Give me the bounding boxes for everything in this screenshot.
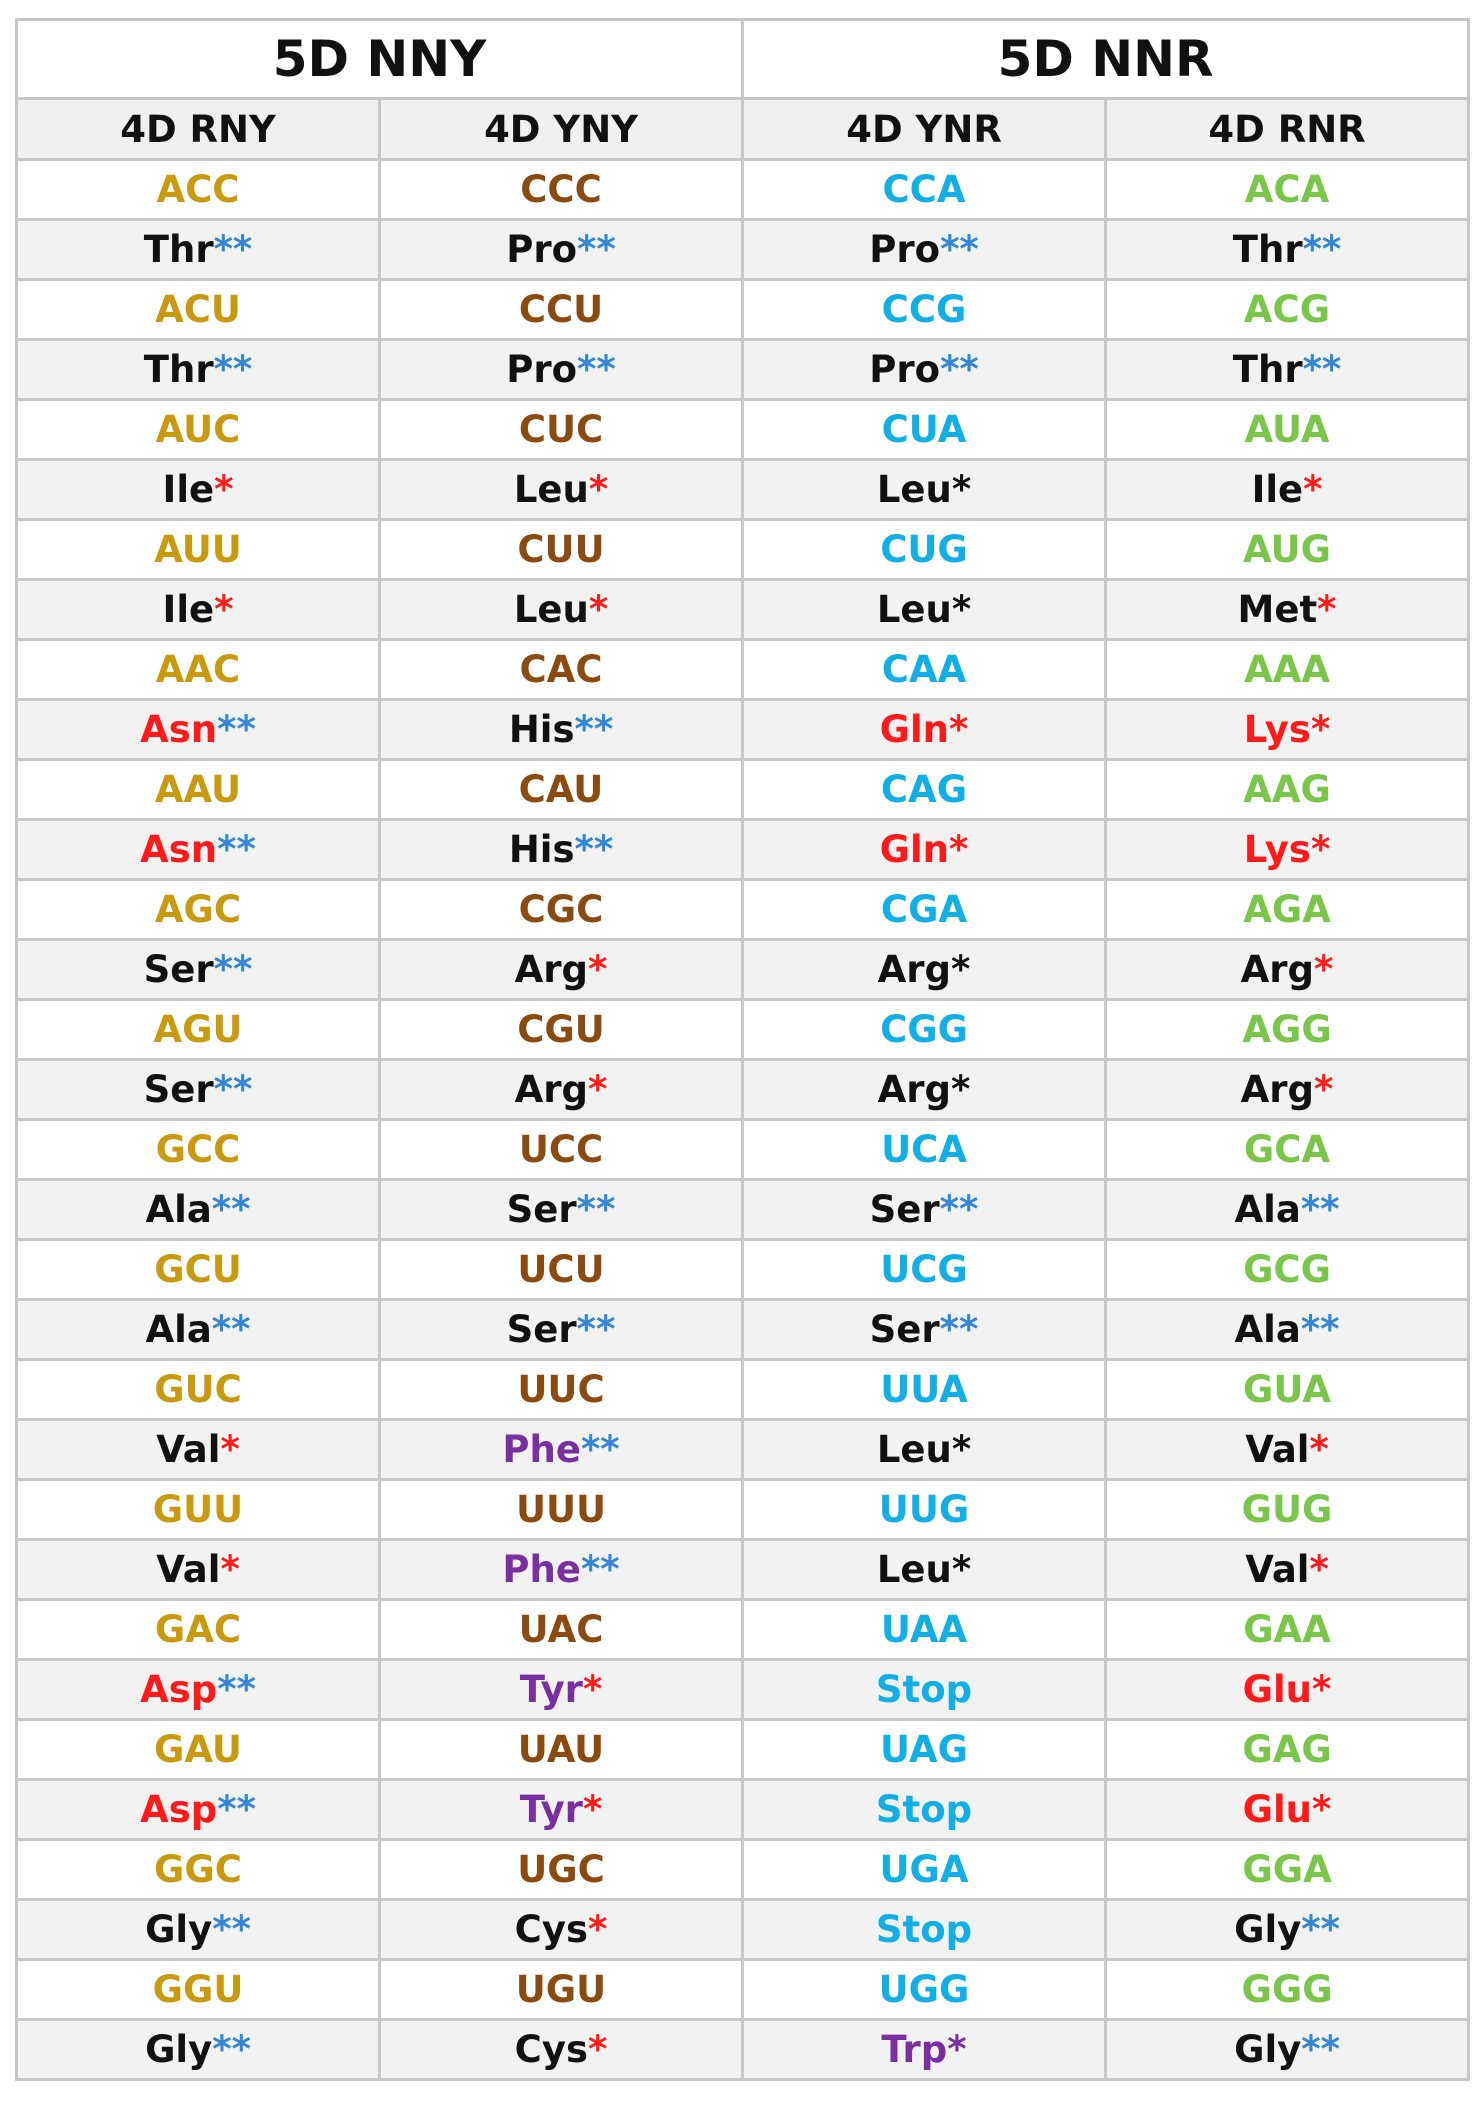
significance-stars: * [588, 468, 609, 511]
amino-acid-name: Ala [1234, 1188, 1301, 1231]
amino-acid-cell-yny [380, 700, 743, 760]
amino-acid-name: Gly [145, 1908, 213, 1951]
column-header-yny: 4D YNY [380, 99, 743, 160]
significance-stars: ** [574, 708, 614, 751]
amino-acid-cell-rny [17, 580, 380, 640]
amino-acid-name: Cys [514, 2028, 588, 2071]
amino-acid-name: Val [1245, 1428, 1310, 1471]
amino-acid-name: Arg [514, 1068, 589, 1111]
amino-acid-name: His [508, 708, 575, 751]
codon-cell-rnr: GAA [1106, 1600, 1469, 1660]
significance-stars: * [220, 1548, 240, 1591]
amino-acid-name: Arg [877, 1068, 952, 1111]
significance-stars: * [1312, 1788, 1332, 1831]
codon-row [17, 1960, 1469, 2020]
amino-acid-cell-rnr [1106, 700, 1469, 760]
amino-acid-cell-yny [380, 1060, 743, 1120]
significance-stars: ** [213, 1068, 253, 1111]
codon-cell-ynr: UCA [743, 1120, 1106, 1180]
amino-acid-cell-rnr [1106, 1300, 1469, 1360]
amino-acid-name: Ser [869, 1308, 940, 1351]
codon-row [17, 1000, 1469, 1060]
significance-stars: ** [213, 348, 253, 391]
codon-cell-yny: UGC [380, 1840, 743, 1900]
amino-acid-cell-rny [17, 700, 380, 760]
amino-acid-name: Leu [876, 1548, 952, 1591]
amino-acid-cell-rnr [1106, 1060, 1469, 1120]
significance-stars: ** [574, 828, 614, 871]
amino-acid-name: Asp [140, 1668, 218, 1711]
significance-stars: ** [1302, 228, 1342, 271]
amino-acid-row [17, 2020, 1469, 2080]
significance-stars: ** [213, 228, 253, 271]
amino-acid-name: Gly [1234, 2028, 1302, 2071]
amino-acid-name: Val [156, 1548, 221, 1591]
column-header-rny: 4D RNY [17, 99, 380, 160]
codon-cell-rnr: AUG [1106, 520, 1469, 580]
codon-cell-rny: AUU [17, 520, 380, 580]
significance-stars: * [587, 2028, 608, 2071]
significance-stars: * [588, 588, 609, 631]
amino-acid-row [17, 1300, 1469, 1360]
amino-acid-cell-ynr [743, 940, 1106, 1000]
amino-acid-name: Leu [513, 468, 589, 511]
amino-acid-cell-yny [380, 1900, 743, 1960]
significance-stars: ** [939, 1308, 979, 1351]
amino-acid-name: Asn [140, 708, 218, 751]
significance-stars: * [1309, 1428, 1329, 1471]
significance-stars: * [1317, 588, 1337, 631]
codon-cell-yny: UAC [380, 1600, 743, 1660]
codon-cell-yny: CCC [380, 160, 743, 220]
amino-acid-cell-ynr [743, 1660, 1106, 1720]
amino-acid-name: Leu [513, 588, 589, 631]
codon-cell-ynr: UGG [743, 1960, 1106, 2020]
codon-cell-rnr: AGG [1106, 1000, 1469, 1060]
amino-acid-name: Arg [877, 948, 952, 991]
codon-cell-ynr: CUA [743, 400, 1106, 460]
codon-cell-rny: ACU [17, 280, 380, 340]
significance-stars: ** [1300, 1308, 1340, 1351]
amino-acid-cell-ynr [743, 1900, 1106, 1960]
significance-stars: * [214, 588, 234, 631]
column-header-row [17, 99, 1469, 160]
amino-acid-row [17, 460, 1469, 520]
codon-cell-rnr: GUG [1106, 1480, 1469, 1540]
codon-cell-rnr: AUA [1106, 400, 1469, 460]
amino-acid-name: Ser [506, 1188, 577, 1231]
amino-acid-cell-yny [380, 1780, 743, 1840]
codon-row [17, 760, 1469, 820]
significance-stars: ** [576, 1308, 616, 1351]
amino-acid-name: Asn [140, 828, 218, 871]
amino-acid-cell-rny [17, 820, 380, 880]
amino-acid-cell-yny [380, 1660, 743, 1720]
amino-acid-cell-rny [17, 1780, 380, 1840]
amino-acid-cell-yny [380, 2020, 743, 2080]
amino-acid-name: Ala [1234, 1308, 1301, 1351]
amino-acid-cell-rnr [1106, 340, 1469, 400]
codon-cell-rny: GAC [17, 1600, 380, 1660]
amino-acid-cell-yny [380, 340, 743, 400]
codon-cell-rny: AAU [17, 760, 380, 820]
codon-cell-rny: AUC [17, 400, 380, 460]
codon-cell-ynr: UUA [743, 1360, 1106, 1420]
codon-row [17, 1240, 1469, 1300]
significance-stars: * [951, 1428, 972, 1471]
amino-acid-name: Thr [143, 348, 214, 391]
significance-stars: ** [217, 828, 256, 871]
amino-acid-cell-yny [380, 1420, 743, 1480]
codon-cell-ynr: CCA [743, 160, 1106, 220]
amino-acid-cell-ynr [743, 820, 1106, 880]
amino-acid-name: Asp [140, 1788, 218, 1831]
significance-stars: ** [212, 1908, 251, 1951]
amino-acid-cell-rnr [1106, 580, 1469, 640]
significance-stars: * [1314, 1068, 1334, 1111]
codon-cell-rny: AGU [17, 1000, 380, 1060]
amino-acid-name: Val [1245, 1548, 1310, 1591]
amino-acid-name: Trp [881, 2028, 948, 2071]
codon-cell-yny: UUU [380, 1480, 743, 1540]
amino-acid-cell-ynr [743, 580, 1106, 640]
amino-acid-name: Ser [869, 1188, 940, 1231]
significance-stars: ** [577, 348, 616, 391]
amino-acid-cell-rny [17, 460, 380, 520]
codon-row [17, 1360, 1469, 1420]
amino-acid-name: Leu [876, 588, 952, 631]
significance-stars: ** [211, 1188, 251, 1231]
codon-cell-yny: CAU [380, 760, 743, 820]
significance-stars: * [1314, 948, 1334, 991]
amino-acid-name: Pro [506, 348, 578, 391]
codon-cell-yny: CUC [380, 400, 743, 460]
amino-acid-cell-ynr [743, 1780, 1106, 1840]
codon-cell-rny: AGC [17, 880, 380, 940]
amino-acid-cell-rnr [1106, 1780, 1469, 1840]
amino-acid-cell-rny [17, 340, 380, 400]
codon-cell-rnr: AAG [1106, 760, 1469, 820]
codon-cell-ynr: CUG [743, 520, 1106, 580]
amino-acid-cell-ynr [743, 1180, 1106, 1240]
column-header-rnr: 4D RNR [1106, 99, 1469, 160]
codon-cell-yny: CGU [380, 1000, 743, 1060]
amino-acid-name: Ile [162, 468, 215, 511]
significance-stars: ** [1301, 1908, 1340, 1951]
amino-acid-cell-rnr [1106, 820, 1469, 880]
codon-cell-rny: AAC [17, 640, 380, 700]
codon-cell-yny: UCC [380, 1120, 743, 1180]
significance-stars: ** [940, 348, 979, 391]
significance-stars: ** [939, 1188, 979, 1231]
significance-stars: * [587, 1908, 608, 1951]
codon-row [17, 640, 1469, 700]
codon-cell-yny: UCU [380, 1240, 743, 1300]
amino-acid-name: Cys [514, 1908, 588, 1951]
amino-acid-name: Leu [876, 468, 952, 511]
codon-cell-rny: GAU [17, 1720, 380, 1780]
group-header-row [17, 20, 1469, 99]
amino-acid-cell-yny [380, 1540, 743, 1600]
amino-acid-name: Tyr [519, 1788, 583, 1831]
amino-acid-cell-rny [17, 220, 380, 280]
significance-stars: ** [212, 2028, 251, 2071]
significance-stars: ** [580, 1428, 620, 1471]
amino-acid-name: Arg [1240, 1068, 1315, 1111]
amino-acid-name: Tyr [519, 1668, 583, 1711]
significance-stars: ** [940, 228, 979, 271]
codon-cell-yny: CAC [380, 640, 743, 700]
codon-cell-ynr: UAA [743, 1600, 1106, 1660]
amino-acid-name: Ser [506, 1308, 577, 1351]
codon-cell-ynr: UCG [743, 1240, 1106, 1300]
significance-stars: ** [217, 708, 256, 751]
significance-stars: * [949, 708, 969, 751]
column-header-ynr: 4D YNR [743, 99, 1106, 160]
amino-acid-name: Stop [875, 1668, 973, 1711]
codon-cell-ynr: UGA [743, 1840, 1106, 1900]
codon-row [17, 1600, 1469, 1660]
amino-acid-cell-ynr [743, 2020, 1106, 2080]
amino-acid-name: Gly [1234, 1908, 1302, 1951]
amino-acid-cell-rny [17, 1060, 380, 1120]
amino-acid-name: Glu [1242, 1788, 1313, 1831]
codon-row [17, 400, 1469, 460]
amino-acid-name: Ser [143, 1068, 214, 1111]
codon-cell-yny: UUC [380, 1360, 743, 1420]
amino-acid-row [17, 1660, 1469, 1720]
amino-acid-name: Glu [1242, 1668, 1313, 1711]
significance-stars: * [951, 1068, 971, 1111]
significance-stars: * [1303, 468, 1323, 511]
amino-acid-name: Thr [143, 228, 214, 271]
amino-acid-name: Arg [1240, 948, 1315, 991]
amino-acid-cell-yny [380, 940, 743, 1000]
codon-cell-rnr: ACA [1106, 160, 1469, 220]
amino-acid-name: Gly [145, 2028, 213, 2071]
amino-acid-row [17, 940, 1469, 1000]
codon-cell-ynr: CAA [743, 640, 1106, 700]
amino-acid-name: Pro [869, 228, 941, 271]
amino-acid-name: Ile [162, 588, 215, 631]
amino-acid-name: Met [1237, 588, 1318, 631]
codon-cell-rnr: GGG [1106, 1960, 1469, 2020]
significance-stars: ** [1300, 1188, 1340, 1231]
codon-cell-rnr: GUA [1106, 1360, 1469, 1420]
amino-acid-row [17, 1180, 1469, 1240]
significance-stars: * [947, 2028, 967, 2071]
amino-acid-cell-yny [380, 220, 743, 280]
codon-cell-yny: CGC [380, 880, 743, 940]
amino-acid-cell-rnr [1106, 1540, 1469, 1600]
significance-stars: ** [580, 1548, 620, 1591]
amino-acid-cell-rny [17, 1300, 380, 1360]
codon-cell-rny: GCC [17, 1120, 380, 1180]
amino-acid-cell-rny [17, 1900, 380, 1960]
amino-acid-row [17, 1420, 1469, 1480]
amino-acid-name: Gln [879, 708, 950, 751]
amino-acid-name: Ala [145, 1308, 212, 1351]
amino-acid-name: His [508, 828, 575, 871]
amino-acid-cell-rnr [1106, 1900, 1469, 1960]
codon-row [17, 520, 1469, 580]
significance-stars: * [1310, 708, 1331, 751]
significance-stars: ** [217, 1788, 256, 1831]
amino-acid-cell-rnr [1106, 460, 1469, 520]
amino-acid-cell-yny [380, 1180, 743, 1240]
significance-stars: ** [213, 948, 253, 991]
amino-acid-cell-rny [17, 1540, 380, 1600]
amino-acid-name: Stop [875, 1908, 973, 1951]
codon-cell-ynr: UAG [743, 1720, 1106, 1780]
codon-row [17, 1720, 1469, 1780]
codon-row [17, 880, 1469, 940]
amino-acid-row [17, 820, 1469, 880]
amino-acid-cell-ynr [743, 1420, 1106, 1480]
amino-acid-name: Arg [514, 948, 589, 991]
amino-acid-cell-ynr [743, 1300, 1106, 1360]
codon-cell-rny: GUC [17, 1360, 380, 1420]
amino-acid-cell-rny [17, 1180, 380, 1240]
amino-acid-cell-ynr [743, 460, 1106, 520]
significance-stars: * [588, 948, 608, 991]
amino-acid-name: Val [156, 1428, 221, 1471]
amino-acid-cell-rnr [1106, 940, 1469, 1000]
amino-acid-row [17, 340, 1469, 400]
amino-acid-name: Phe [502, 1428, 581, 1471]
amino-acid-cell-rny [17, 1420, 380, 1480]
significance-stars: * [951, 1548, 972, 1591]
codon-cell-rny: GGU [17, 1960, 380, 2020]
significance-stars: * [214, 468, 234, 511]
codon-row [17, 280, 1469, 340]
amino-acid-cell-rny [17, 940, 380, 1000]
amino-acid-name: Pro [506, 228, 578, 271]
amino-acid-cell-rnr [1106, 220, 1469, 280]
significance-stars: ** [217, 1668, 256, 1711]
codon-cell-yny: CUU [380, 520, 743, 580]
amino-acid-row [17, 220, 1469, 280]
significance-stars: ** [577, 228, 616, 271]
significance-stars: ** [1301, 2028, 1340, 2071]
significance-stars: ** [1302, 348, 1342, 391]
significance-stars: ** [576, 1188, 616, 1231]
amino-acid-name: Ala [145, 1188, 212, 1231]
amino-acid-cell-rnr [1106, 1660, 1469, 1720]
codon-cell-yny: UGU [380, 1960, 743, 2020]
codon-row [17, 1840, 1469, 1900]
significance-stars: * [588, 1068, 608, 1111]
codon-cell-rny: ACC [17, 160, 380, 220]
amino-acid-cell-yny [380, 820, 743, 880]
codon-cell-rny: GGC [17, 1840, 380, 1900]
amino-acid-cell-ynr [743, 1540, 1106, 1600]
significance-stars: * [949, 828, 969, 871]
codon-cell-ynr: CGA [743, 880, 1106, 940]
amino-acid-row [17, 1060, 1469, 1120]
amino-acid-row [17, 1780, 1469, 1840]
amino-acid-name: Ile [1251, 468, 1304, 511]
significance-stars: * [582, 1668, 603, 1711]
codon-cell-rnr: GCG [1106, 1240, 1469, 1300]
group-header-nnr: 5D NNR [743, 20, 1469, 99]
amino-acid-cell-yny [380, 580, 743, 640]
codon-cell-rnr: AGA [1106, 880, 1469, 940]
amino-acid-cell-rny [17, 2020, 380, 2080]
significance-stars: * [1312, 1668, 1332, 1711]
amino-acid-name: Leu [876, 1428, 952, 1471]
codon-row [17, 1120, 1469, 1180]
amino-acid-cell-rnr [1106, 1180, 1469, 1240]
amino-acid-name: Gln [879, 828, 950, 871]
codon-row [17, 160, 1469, 220]
significance-stars: * [951, 948, 971, 991]
codon-cell-yny: UAU [380, 1720, 743, 1780]
amino-acid-name: Thr [1232, 228, 1303, 271]
amino-acid-name: Phe [502, 1548, 581, 1591]
amino-acid-row [17, 1900, 1469, 1960]
amino-acid-cell-ynr [743, 220, 1106, 280]
significance-stars: ** [211, 1308, 251, 1351]
amino-acid-cell-ynr [743, 700, 1106, 760]
codon-cell-rnr: AAA [1106, 640, 1469, 700]
amino-acid-cell-rnr [1106, 1420, 1469, 1480]
codon-cell-rnr: GCA [1106, 1120, 1469, 1180]
codon-row [17, 1480, 1469, 1540]
amino-acid-name: Thr [1232, 348, 1303, 391]
codon-cell-ynr: CAG [743, 760, 1106, 820]
amino-acid-row [17, 1540, 1469, 1600]
amino-acid-name: Lys [1243, 708, 1311, 751]
amino-acid-cell-ynr [743, 340, 1106, 400]
codon-cell-rnr: GAG [1106, 1720, 1469, 1780]
significance-stars: * [951, 468, 972, 511]
significance-stars: * [582, 1788, 603, 1831]
codon-cell-rny: GCU [17, 1240, 380, 1300]
amino-acid-cell-rnr [1106, 2020, 1469, 2080]
amino-acid-name: Pro [869, 348, 941, 391]
significance-stars: * [220, 1428, 240, 1471]
amino-acid-name: Lys [1243, 828, 1311, 871]
amino-acid-cell-ynr [743, 1060, 1106, 1120]
amino-acid-row [17, 700, 1469, 760]
codon-cell-rnr: ACG [1106, 280, 1469, 340]
codon-cell-ynr: UUG [743, 1480, 1106, 1540]
amino-acid-name: Ser [143, 948, 214, 991]
codon-cell-ynr: CGG [743, 1000, 1106, 1060]
amino-acid-name: Stop [875, 1788, 973, 1831]
codon-table [15, 18, 1470, 2081]
amino-acid-cell-yny [380, 1300, 743, 1360]
codon-cell-ynr: CCG [743, 280, 1106, 340]
group-header-nny: 5D NNY [17, 20, 743, 99]
amino-acid-cell-rny [17, 1660, 380, 1720]
codon-cell-rny: GUU [17, 1480, 380, 1540]
significance-stars: * [1309, 1548, 1329, 1591]
amino-acid-cell-yny [380, 460, 743, 520]
significance-stars: * [1310, 828, 1331, 871]
significance-stars: * [951, 588, 972, 631]
amino-acid-row [17, 580, 1469, 640]
codon-cell-yny: CCU [380, 280, 743, 340]
codon-cell-rnr: GGA [1106, 1840, 1469, 1900]
